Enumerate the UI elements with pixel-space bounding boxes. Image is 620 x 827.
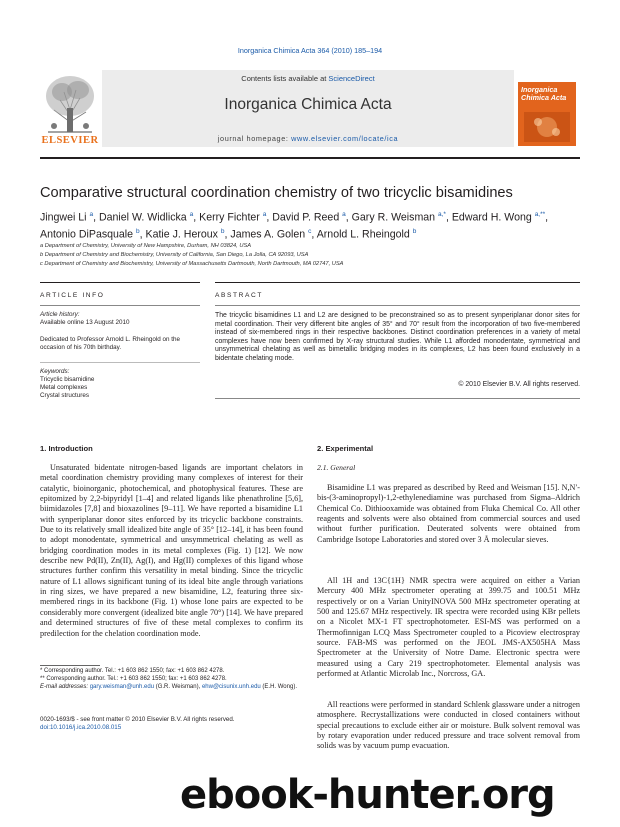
- corresponding-author-2: ** Corresponding author. Tel.: +1 603 862 1550; fax: +1 603 862 4278.: [40, 676, 227, 683]
- article-info-rule: [40, 305, 200, 306]
- corresponding-author-1: * Corresponding author. Tel.: +1 603 862 1550; fax: +1 603 862 4278.: [40, 668, 225, 674]
- authors-line-1: Jingwei Li $^a$, Daniel W. Widlicka $^a$, Kerry Fichter $^a$, David P. Reed $^a$, Gary R. Weisman $^{a,*}$, Edward H. Wong $^{a,**}$,: [40, 211, 549, 224]
- experimental-heading: 2. Experimental: [317, 444, 374, 453]
- affiliation-c: c Department of Chemistry and Biochemistry, University of Massachusetts Dartmouth, North Dartmouth, MA 02747, USA: [40, 261, 344, 267]
- journal-homepage: [102, 134, 514, 143]
- elsevier-wordmark: ELSEVIER: [41, 135, 99, 146]
- author-affiliation-sup[interactable]: b: [412, 227, 417, 235]
- homepage-prefix: journal homepage:: [217, 134, 292, 143]
- abstract-rule-top: [215, 282, 580, 283]
- abstract-rule: [215, 305, 580, 306]
- author-name: Jingwei Li: [40, 211, 90, 224]
- experimental-para-1: Bisamidine L1 was prepared as described by Reed and Weisman [15]. N,N′-bis-(3-aminopropyl)-1,2-ethylenediamine was purchased from Sigma–Aldrich Chemical Co. Dithiooxamide was obtained from Fluka Chemical Co. All other reagents and solvents were also obtained from commercial sources and used without further purification. Deuterated solvents were obtained from Cambridge Isotope Laboratories and stored over 3 Å molecular sieves.: [317, 483, 580, 544]
- homepage-link[interactable]: www.elsevier.com/locate/ica: [291, 134, 399, 143]
- author-affiliation-sup[interactable]: a: [262, 211, 267, 218]
- affiliation-a: a Department of Chemistry, University of New Hampshire, Durham, NH 03824, USA: [40, 243, 252, 249]
- author-affiliation-sup[interactable]: a: [189, 211, 194, 218]
- keywords-label: Keywords:: [40, 368, 70, 375]
- author-affiliation-sup[interactable]: b: [220, 227, 225, 235]
- author-affiliation-sup[interactable]: a: [89, 211, 94, 218]
- journal-citation[interactable]: Inorganica Chimica Acta 364 (2010) 185–194: [237, 46, 383, 55]
- authors-line-2: Antonio DiPasquale $^b$, Katie J. Heroux $^b$, James A. Golen $^c$, Arnold L. Rheingold $^b$: [40, 227, 417, 241]
- experimental-para-3: All reactions were performed in standard Schlenk glassware under a nitrogen atmosphere. Recrystallizations were conducted in closed containers without special precautions to exclude either air or moisture. Bulk solvent removal was by rotary evaporation under reduced pressure and trace solvent removal from solids was by vacuum pump evacuation.: [317, 700, 580, 751]
- author-name: Daniel W. Widlicka: [98, 211, 190, 224]
- article-info-heading: ARTICLE INFO: [40, 292, 105, 299]
- doi-link[interactable]: doi:10.1016/j.ica.2010.08.015: [40, 724, 122, 732]
- author-affiliation-sup[interactable]: a,**: [534, 211, 546, 218]
- history-value: Available online 13 August 2010: [40, 319, 130, 326]
- journal-name: Inorganica Chimica Acta: [224, 96, 392, 113]
- affiliation-b: b Department of Chemistry and Biochemistry, University of California, San Diego, La Jolla, CA 92093, USA: [40, 252, 309, 258]
- author-affiliation-sup[interactable]: c: [308, 227, 312, 235]
- keywords: [40, 368, 200, 400]
- sciencedirect-link[interactable]: ScienceDirect: [328, 74, 375, 83]
- author-name: Kerry Fichter: [199, 211, 263, 224]
- contents-prefix: Contents lists available at: [241, 74, 329, 83]
- author-name: Katie J. Heroux: [145, 228, 221, 241]
- author-name: James A. Golen: [230, 228, 309, 241]
- author-affiliation-sup[interactable]: a: [342, 211, 346, 218]
- cover-title: Inorganica Chimica Acta: [521, 85, 567, 102]
- article-history: [40, 311, 200, 327]
- intro-heading: 1. Introduction: [40, 444, 93, 453]
- header-rule: [40, 157, 580, 159]
- general-subheading: 2.1. General: [317, 463, 356, 472]
- author-name: Arnold L. Rheingold: [316, 228, 413, 241]
- keywords-rule: [40, 362, 200, 363]
- experimental-para-2: All 1H and 13C{1H} NMR spectra were acquired on either a Varian Mercury 400 MHz spectrometer operating at 399.75 and 100.51 MHz respectively or on a Varian UnityINOVA 500 MHz spectrometer operating at 500 and 125.67 MHz respectively. IR spectra were recorded using KBr pellets on a Nicolet MX-1 FT spectrophotometer. ESI-MS was performed on a Thermofinnigan LCQ Mass Spectrometer coupled to a Picoview electrospray source. FAB-MS was performed on the JEOL JMS-AX505HA Mass Spectrometer at the University of Notre Dame. Electronic spectra were measured using a Cary 219 spectrophotometer. Elemental analysis was performed at Atlantic Microlab Inc., Norcross, GA.: [317, 576, 580, 679]
- issn-line: 0020-1693/$ - see front matter © 2010 Elsevier B.V. All rights reserved.: [40, 716, 235, 723]
- keyword: Crystal structures: [40, 392, 89, 399]
- footnotes: [40, 667, 300, 692]
- keyword: Tricyclic bisamidine: [40, 376, 95, 383]
- author-affiliation-sup[interactable]: b: [136, 227, 140, 235]
- author-list: [40, 208, 580, 241]
- author-name: David P. Reed: [272, 211, 343, 224]
- email-addresses: E-mail addresses: gary.weisman@unh.edu (G.R. Weisman), ehw@cisunix.unh.edu (E.H. Wong).: [40, 684, 297, 691]
- email-link-weisman[interactable]: gary.weisman@unh.edu: [89, 684, 155, 691]
- issn-block: [40, 716, 300, 732]
- cover-artwork: [518, 108, 576, 146]
- intro-text: Unsaturated bidentate nitrogen-based ligands are important chelators in metal coordination chemistry providing many complexes of interest for their catalytic, bioinorganic, photochemical, and photophysical features. These are epitomized by 2,2-bipyridyl [1–4] and related ligands like phenathroline [5,6], biimidazoles [7,8] and bioxazolines [9–11]. We have reported a bisamidine L1 with synperiplanar donor sites enforced by its tricyclic backbone constraints. Due to its relatively small idealized bite angle of 35° [12–14], it has been found to adopt monodentate, symmetrical and unsymmetrical chelating as well as bridging coordination modes in its metal complexes (Fig. 1) [12]. We now describe new Pd(II), Zn(II), Ag(I), and Hg(II) complexes of this ligand whose structures further confirm this versatility in metal binding. Since the tricyclic nature of L1 allows significant tuning of its ideal bite angle through variations in ring sizes, we have prepared a new bisamidine, L2, featuring three six-membered rings in its backbone (Fig. 1) whose lone pairs are expected to be considerably more convergent (idealized bite angle 70°) [14]. We have prepared and determined structures of five of these metal complexes to confirm its predilection for the chelation coordination mode.: [40, 463, 303, 638]
- keyword: Metal complexes: [40, 384, 88, 391]
- contents-line: [102, 74, 514, 83]
- author-name: Antonio DiPasquale: [40, 228, 136, 241]
- article-info-rule-top: [40, 282, 200, 283]
- author-affiliation-sup[interactable]: a,*: [438, 211, 446, 218]
- abstract-rule-bottom: [215, 398, 580, 399]
- author-name: Gary R. Weisman: [351, 211, 439, 224]
- author-name: Edward H. Wong: [451, 211, 535, 224]
- dedication: Dedicated to Professor Arnold L. Rheingold on the occasion of his 70th birthday.: [40, 336, 181, 351]
- email-link-wong[interactable]: ehw@cisunix.unh.edu: [201, 684, 261, 691]
- abstract-heading: ABSTRACT: [215, 292, 263, 299]
- abstract-text: The tricyclic bisamidines L1 and L2 are designed to be preconstrained so as to present synperiplanar donor sites for metal coordination. Their very different bite angles of 35° and 70° result from the incorporation of two five-membered instead of six-membered rings in their respective backbones. Distinct coordination preferences in a variety of metal complexes have now been confirmed by X-ray structural studies. While L1 afforded monodentate, symmetrical and unsymmetrical chelating as well as bimetallic bridging modes in its complexes, L2 has been found exclusively in a bidentate chelating mode.: [215, 312, 580, 362]
- history-label: Article history:: [40, 311, 80, 318]
- article-title: Comparative structural coordination chemistry of two tricyclic bisamidines: [40, 185, 513, 201]
- abstract-copyright: © 2010 Elsevier B.V. All rights reserved.: [458, 381, 580, 388]
- watermark-text: ebook-hunter.org: [180, 772, 555, 818]
- footnote-rule: [40, 665, 100, 666]
